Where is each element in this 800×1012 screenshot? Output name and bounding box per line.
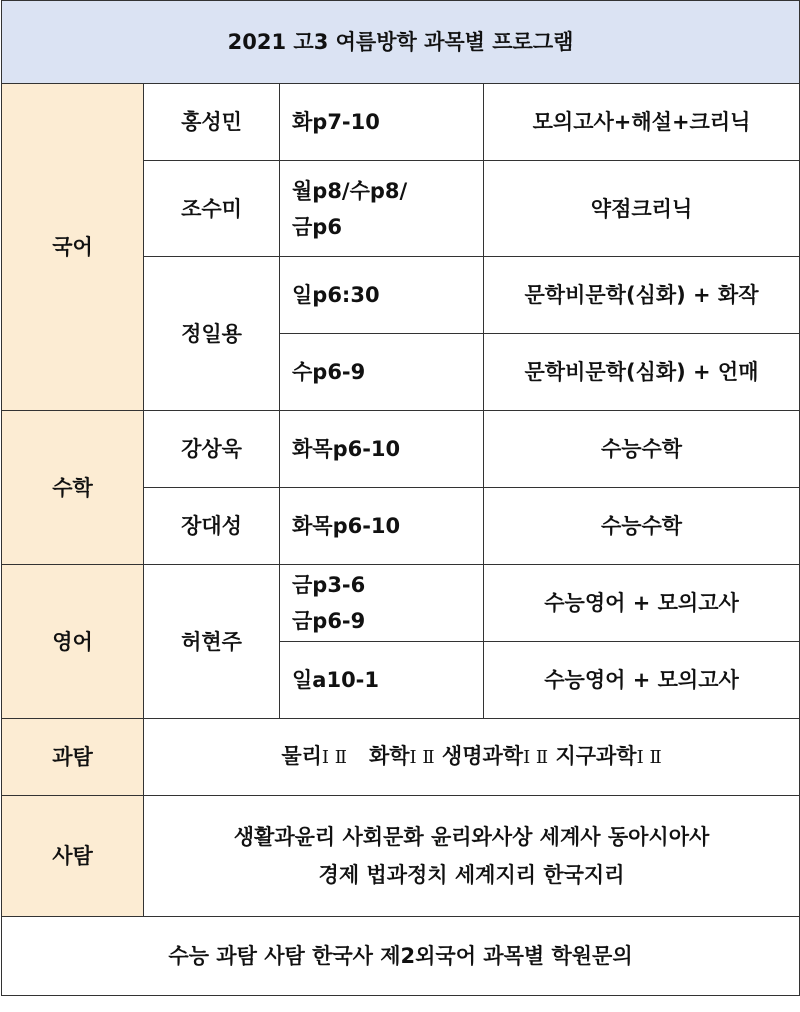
time-cell (280, 161, 484, 257)
program-cell: 약점크리닉 (484, 161, 800, 257)
science-item: 생명과학 (441, 744, 524, 768)
teacher-cell: 강상욱 (144, 411, 280, 488)
teacher-cell: 장대성 (144, 488, 280, 565)
teacher-cell: 허현주 (144, 565, 280, 719)
science-levels: Ⅰ Ⅱ (321, 747, 347, 768)
subject-korean: 국어 (2, 84, 144, 411)
social-subjects (144, 796, 800, 917)
program-cell: 수능수학 (484, 488, 800, 565)
subject-social: 사탐 (2, 796, 144, 917)
subject-science: 과탐 (2, 719, 144, 796)
social-line: 경제 법과정치 세계지리 한국지리 (318, 863, 625, 887)
time-cell: 수p6-9 (280, 334, 484, 411)
time-cell: 화p7-10 (280, 84, 484, 161)
science-item: 물리 (281, 744, 322, 768)
science-subjects (144, 719, 800, 796)
science-levels: Ⅰ Ⅱ (636, 747, 662, 768)
time-line: 금p6 (292, 214, 342, 239)
subject-english: 영어 (2, 565, 144, 719)
time-cell: 일a10-1 (280, 642, 484, 719)
science-levels: Ⅰ Ⅱ (409, 747, 435, 768)
time-line: 금p3-6 (292, 573, 366, 597)
time-cell: 화목p6-10 (280, 488, 484, 565)
teacher-cell: 홍성민 (144, 84, 280, 161)
program-cell: 수능영어 + 모의고사 (484, 642, 800, 719)
social-line: 생활과윤리 사회문화 윤리와사상 세계사 동아시아사 (233, 825, 710, 849)
program-cell: 수능수학 (484, 411, 800, 488)
subject-math: 수학 (2, 411, 144, 565)
teacher-cell: 조수미 (144, 161, 280, 257)
program-cell: 수능영어 + 모의고사 (484, 565, 800, 642)
program-cell: 모의고사+해설+크리닉 (484, 84, 800, 161)
time-cell (280, 565, 484, 642)
science-item: 화학 (368, 744, 410, 768)
time-line: 월p8/수p8/ (292, 178, 408, 203)
science-levels: Ⅰ Ⅱ (523, 747, 549, 768)
table-title: 2021 고3 여름방학 과목별 프로그램 (2, 1, 800, 84)
time-cell: 화목p6-10 (280, 411, 484, 488)
footer-note: 수능 과탐 사탐 한국사 제2외국어 과목별 학원문의 (2, 917, 800, 996)
program-table (1, 0, 800, 996)
program-cell: 문학비문학(심화) + 화작 (484, 257, 800, 334)
teacher-cell: 정일용 (144, 257, 280, 411)
time-cell: 일p6:30 (280, 257, 484, 334)
time-line: 금p6-9 (292, 609, 366, 633)
science-item: 지구과학 (555, 744, 637, 768)
program-cell: 문학비문학(심화) + 언매 (484, 334, 800, 411)
